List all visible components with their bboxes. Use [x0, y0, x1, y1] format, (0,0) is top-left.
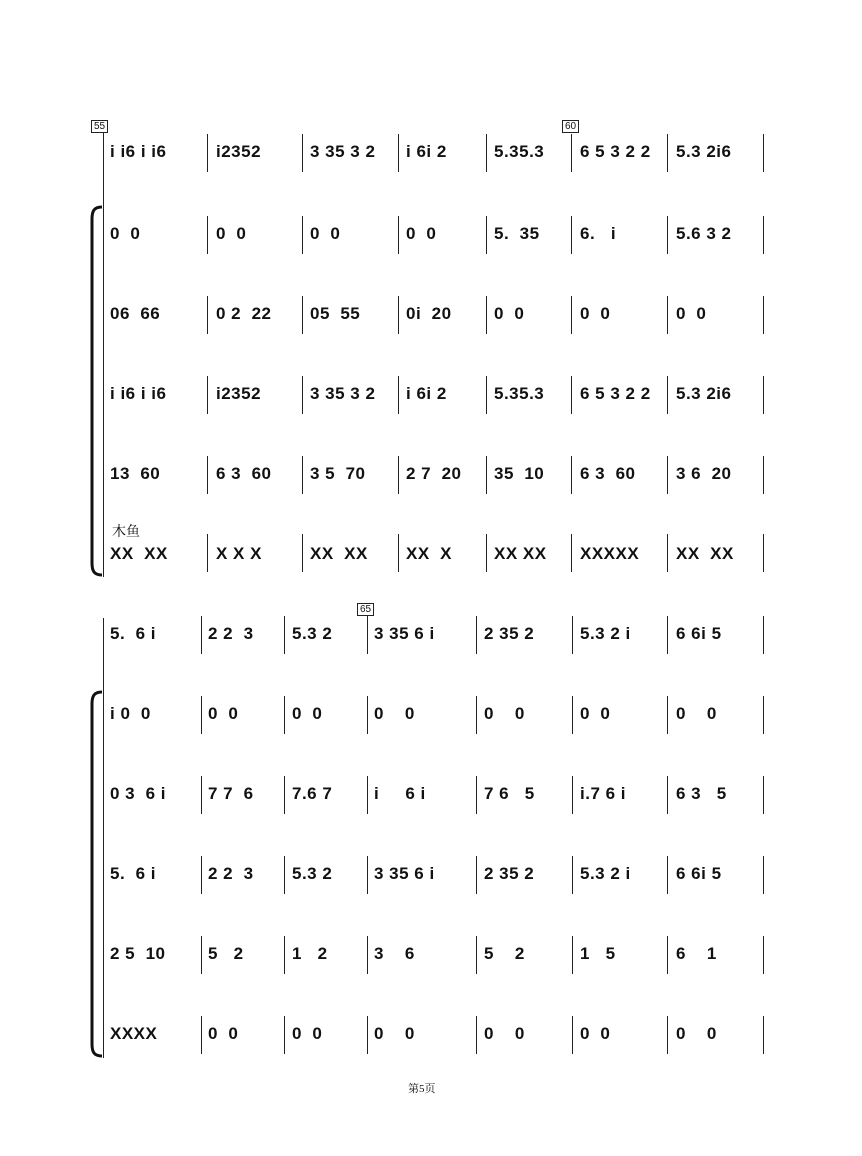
- measure-cell: 5.6 3 2: [676, 224, 732, 243]
- bar-line: [476, 936, 477, 974]
- percussion-label: 木鱼: [112, 524, 140, 540]
- bar-line: [571, 376, 572, 414]
- bar-line: [763, 456, 764, 494]
- bar-line: [476, 616, 477, 654]
- bar-line: [667, 616, 668, 654]
- system-bracket: [88, 205, 104, 577]
- measure-cell: 7 7 6: [208, 784, 254, 803]
- measure-cell: 3 6 20: [676, 464, 732, 483]
- bar-line: [572, 936, 573, 974]
- measure-cell: 1 5: [580, 944, 616, 963]
- measure-cell: 6 6i 5: [676, 624, 722, 643]
- measure-cell: 05 55: [310, 304, 361, 323]
- bar-line: [207, 296, 208, 334]
- measure-cell: 2 2 3: [208, 864, 254, 883]
- measure-cell: XXXXX: [580, 544, 640, 563]
- measure-cell: 5. 6 i: [110, 624, 157, 643]
- bar-line: [302, 456, 303, 494]
- measure-cell: 7 6 5: [484, 784, 535, 803]
- measure-cell: 6 3 60: [216, 464, 272, 483]
- bar-line: [763, 1016, 764, 1054]
- bar-line: [667, 696, 668, 734]
- measure-cell: 6 5 3 2 2: [580, 142, 651, 161]
- measure-cell: 5.3 2i6: [676, 142, 732, 161]
- measure-cell: i 6 i: [374, 784, 426, 803]
- measure-cell: 0 0: [310, 224, 341, 243]
- bar-line: [571, 456, 572, 494]
- measure-cell: 0 3 6 i: [110, 784, 166, 803]
- bar-line: [207, 134, 208, 172]
- bar-line: [398, 376, 399, 414]
- measure-number: 65: [357, 603, 374, 616]
- measure-cell: 2 35 2: [484, 864, 535, 883]
- bar-line: [667, 1016, 668, 1054]
- bar-line: [763, 296, 764, 334]
- bar-line: [486, 376, 487, 414]
- bar-line: [763, 616, 764, 654]
- bar-line: [763, 856, 764, 894]
- bar-line: [572, 856, 573, 894]
- bar-line: [486, 534, 487, 572]
- measure-cell: 5 2: [208, 944, 244, 963]
- bar-line: [302, 534, 303, 572]
- bar-line: [763, 776, 764, 814]
- bar-line: [207, 216, 208, 254]
- measure-cell: 0i 20: [406, 304, 452, 323]
- measure-number: 55: [91, 120, 108, 133]
- bar-line: [572, 616, 573, 654]
- bar-line: [302, 134, 303, 172]
- measure-cell: 2 2 3: [208, 624, 254, 643]
- bar-line: [284, 1016, 285, 1054]
- measure-cell: 3 5 70: [310, 464, 366, 483]
- measure-cell: 0 0: [208, 1024, 239, 1043]
- measure-cell: 0 0: [208, 704, 239, 723]
- bar-line: [284, 776, 285, 814]
- bar-line: [207, 456, 208, 494]
- bar-line: [763, 134, 764, 172]
- measure-cell: 5. 6 i: [110, 864, 157, 883]
- bar-line: [201, 1016, 202, 1054]
- measure-cell: 2 5 10: [110, 944, 166, 963]
- bar-line: [667, 134, 668, 172]
- bar-line: [201, 856, 202, 894]
- measure-cell: XX XX: [494, 544, 547, 563]
- measure-cell: 0 0: [484, 1024, 525, 1043]
- bar-line: [572, 1016, 573, 1054]
- bar-line: [667, 376, 668, 414]
- bar-line: [476, 856, 477, 894]
- bar-line: [201, 776, 202, 814]
- bar-line: [486, 296, 487, 334]
- bar-line: [763, 936, 764, 974]
- measure-cell: XX XX: [310, 544, 368, 563]
- bar-line: [476, 1016, 477, 1054]
- measure-cell: 5.35.3: [494, 142, 545, 161]
- bar-line: [367, 856, 368, 894]
- bar-line: [763, 216, 764, 254]
- measure-cell: 5.3 2: [292, 624, 333, 643]
- measure-cell: 06 66: [110, 304, 161, 323]
- measure-cell: 0 0: [676, 1024, 717, 1043]
- measure-cell: 5.3 2: [292, 864, 333, 883]
- measure-cell: 0 0: [580, 704, 611, 723]
- bar-line: [367, 776, 368, 814]
- bar-line: [571, 534, 572, 572]
- bar-line: [486, 134, 487, 172]
- page-footer: 第5页: [408, 1083, 436, 1095]
- measure-cell: 6 3 60: [580, 464, 636, 483]
- measure-number: 60: [562, 120, 579, 133]
- measure-cell: 5.3 2 i: [580, 864, 631, 883]
- bar-line: [284, 696, 285, 734]
- measure-cell: 0 0: [292, 1024, 323, 1043]
- bar-line: [284, 936, 285, 974]
- measure-cell: 2 7 20: [406, 464, 462, 483]
- bar-line: [667, 776, 668, 814]
- measure-cell: 0 0: [580, 304, 611, 323]
- measure-cell: 0 0: [292, 704, 323, 723]
- bar-line: [486, 216, 487, 254]
- bar-line: [302, 296, 303, 334]
- bar-line: [571, 134, 572, 172]
- measure-cell: 3 35 6 i: [374, 624, 435, 643]
- bar-line: [201, 616, 202, 654]
- bar-line: [367, 1016, 368, 1054]
- measure-cell: 5.3 2i6: [676, 384, 732, 403]
- measure-cell: XXXX: [110, 1024, 158, 1043]
- measure-cell: i2352: [216, 384, 262, 403]
- system-bracket: [88, 690, 104, 1058]
- bar-line: [302, 376, 303, 414]
- bar-line: [572, 776, 573, 814]
- bar-line: [398, 134, 399, 172]
- bar-line: [207, 534, 208, 572]
- measure-cell: 3 35 6 i: [374, 864, 435, 883]
- measure-cell: i 6i 2: [406, 142, 447, 161]
- measure-cell: 7.6 7: [292, 784, 333, 803]
- measure-cell: 6 1: [676, 944, 717, 963]
- bar-line: [572, 696, 573, 734]
- measure-cell: 13 60: [110, 464, 161, 483]
- bar-line: [367, 696, 368, 734]
- bar-line: [571, 216, 572, 254]
- measure-cell: 0 0: [374, 704, 415, 723]
- bar-line: [398, 456, 399, 494]
- bar-line: [398, 534, 399, 572]
- measure-cell: 6 6i 5: [676, 864, 722, 883]
- bar-line: [667, 936, 668, 974]
- measure-cell: 0 0: [216, 224, 247, 243]
- bar-line: [667, 456, 668, 494]
- bar-line: [486, 456, 487, 494]
- measure-cell: 0 2 22: [216, 304, 272, 323]
- bar-line: [398, 296, 399, 334]
- bar-line: [367, 936, 368, 974]
- measure-cell: 0 0: [406, 224, 437, 243]
- measure-cell: 0 0: [676, 704, 717, 723]
- bar-line: [367, 616, 368, 654]
- measure-cell: 0 0: [110, 224, 141, 243]
- bar-line: [476, 776, 477, 814]
- measure-cell: 6 5 3 2 2: [580, 384, 651, 403]
- measure-cell: 3 35 3 2: [310, 142, 376, 161]
- measure-cell: 0 0: [374, 1024, 415, 1043]
- measure-cell: i2352: [216, 142, 262, 161]
- measure-cell: 3 6: [374, 944, 415, 963]
- measure-cell: XX X: [406, 544, 452, 563]
- measure-cell: i i6 i i6: [110, 384, 167, 403]
- measure-cell: 3 35 3 2: [310, 384, 376, 403]
- bar-line: [763, 696, 764, 734]
- measure-cell: 6. i: [580, 224, 617, 243]
- measure-cell: i i6 i i6: [110, 142, 167, 161]
- bar-line: [201, 936, 202, 974]
- bar-line: [398, 216, 399, 254]
- bar-line: [284, 856, 285, 894]
- bar-line: [763, 376, 764, 414]
- measure-cell: 5 2: [484, 944, 525, 963]
- measure-cell: 5.3 2 i: [580, 624, 631, 643]
- bar-line: [476, 696, 477, 734]
- bar-line: [667, 856, 668, 894]
- measure-cell: X X X: [216, 544, 262, 563]
- bar-line: [207, 376, 208, 414]
- measure-cell: 0 0: [494, 304, 525, 323]
- bar-line: [763, 534, 764, 572]
- measure-cell: 5. 35: [494, 224, 540, 243]
- measure-cell: i 6i 2: [406, 384, 447, 403]
- bar-line: [667, 296, 668, 334]
- measure-cell: XX XX: [676, 544, 734, 563]
- measure-cell: 0 0: [676, 304, 707, 323]
- bar-line: [667, 534, 668, 572]
- measure-cell: XX XX: [110, 544, 168, 563]
- measure-cell: 2 35 2: [484, 624, 535, 643]
- measure-cell: 5.35.3: [494, 384, 545, 403]
- bar-line: [571, 296, 572, 334]
- bar-line: [302, 216, 303, 254]
- measure-cell: i.7 6 i: [580, 784, 627, 803]
- measure-cell: 1 2: [292, 944, 328, 963]
- measure-cell: 0 0: [484, 704, 525, 723]
- measure-cell: i 0 0: [110, 704, 151, 723]
- bar-line: [284, 616, 285, 654]
- measure-cell: 6 3 5: [676, 784, 727, 803]
- measure-cell: 0 0: [580, 1024, 611, 1043]
- bar-line: [201, 696, 202, 734]
- bar-line: [667, 216, 668, 254]
- measure-cell: 35 10: [494, 464, 545, 483]
